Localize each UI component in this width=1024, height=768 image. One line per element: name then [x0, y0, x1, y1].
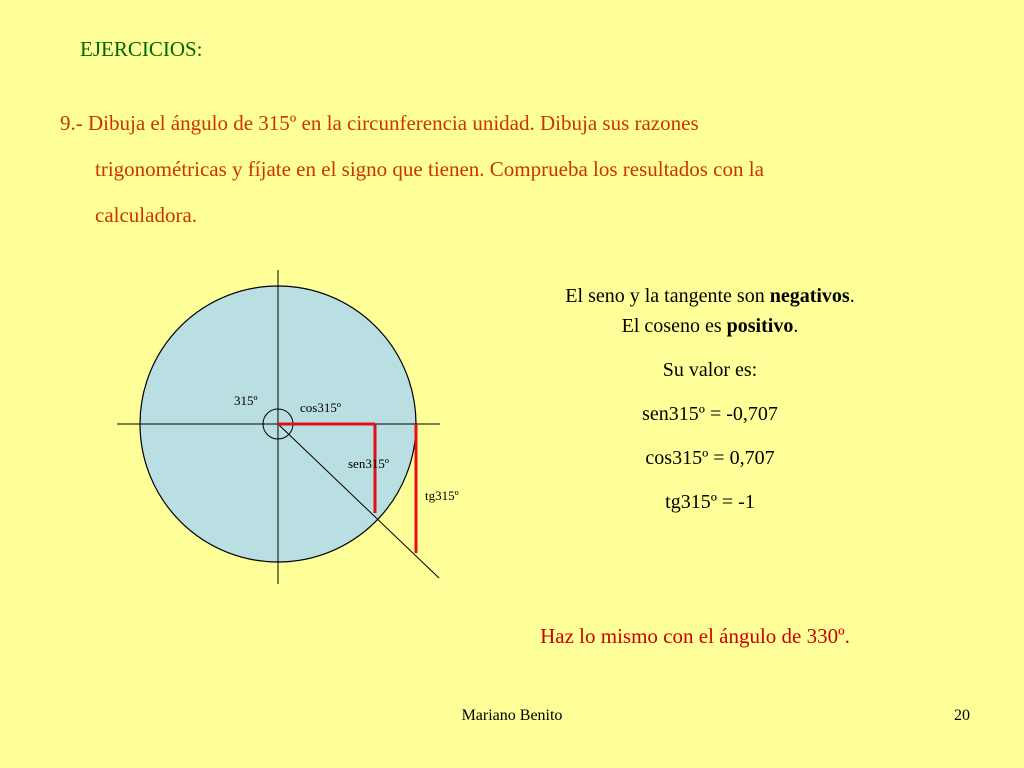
exercise-line-2: trigonométricas y fíjate en el signo que tienen. Comprueba los resultados con la: [95, 157, 764, 181]
cos-value: cos315º = 0,707: [645, 447, 775, 469]
cos-label: cos315º: [300, 400, 341, 415]
angle-label: 315º: [234, 393, 258, 408]
values-heading: Su valor es:: [662, 359, 758, 381]
sign-text-3: .: [793, 315, 799, 337]
tg-label: tg315º: [425, 488, 459, 503]
sign-text-2: . El coseno es: [621, 285, 855, 337]
sen-label: sen315º: [348, 456, 389, 471]
slide-title: EJERCICIOS:: [80, 37, 203, 61]
positivo-word: positivo: [726, 315, 794, 337]
exercise-line-3: calculadora.: [95, 203, 198, 227]
explanation-block: [560, 281, 860, 517]
sen-value: sen315º = -0,707: [642, 403, 778, 425]
tg-value: tg315º = -1: [665, 491, 755, 513]
sign-text-1: El seno y la tangente son: [565, 285, 765, 307]
sign-explanation: [560, 281, 860, 341]
follow-up-task: Haz lo mismo con el ángulo de 330º.: [540, 624, 850, 648]
footer-author: Mariano Benito: [461, 707, 563, 724]
negativos-word: negativos: [769, 285, 850, 307]
exercise-line-1: 9.- Dibuja el ángulo de 315º en la circunferencia unidad. Dibuja sus razones: [60, 111, 699, 135]
page-number: 20: [954, 707, 970, 724]
